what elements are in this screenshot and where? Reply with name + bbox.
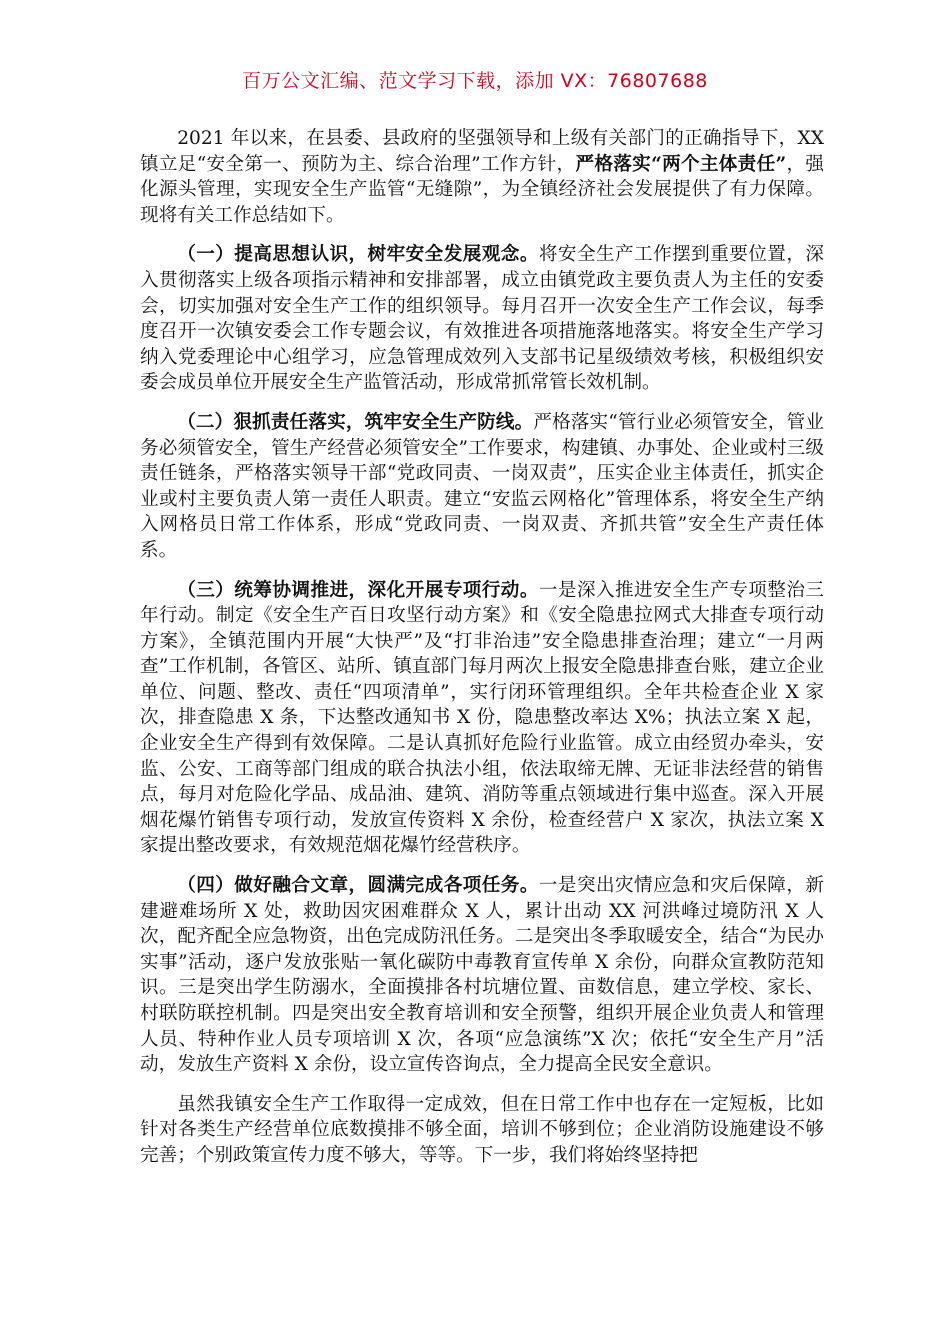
section-heading-4: （四）做好融合文章，圆满完成各项任务。 <box>177 875 539 897</box>
intro-emphasis: 严格落实“两个主体责任” <box>575 153 787 175</box>
document-body <box>140 126 824 1169</box>
section-paragraph-1 <box>140 242 824 396</box>
section-heading-1: （一）提高思想认识，树牢安全发展观念。 <box>177 244 539 266</box>
section-heading-2: （二）狠抓责任落实，筑牢安全生产防线。 <box>177 411 534 433</box>
section-body-1: 将安全生产工作摆到重要位置，深入贯彻落实上级各项指示精神和安排部署，成立由镇党政主要负责人为主任的安委会，切实加强对安全生产工作的组织领导。每月召开一次安全生产工作会议，每季度召开一次镇安委会工作专题会议，有效推进各项措施落地落实。将安全生产学习纳入党委理论中心组学习，应急管理成效列入支部书记星级绩效考核，积极组织安委会成员单位开展安全生产监管活动，形成常抓常管长效机制。 <box>140 244 824 394</box>
section-body-3: 一是深入推进安全生产专项整治三年行动。制定《安全生产百日攻坚行动方案》和《安全隐患拉网式大排查专项行动方案》，全镇范围内开展“大快严”及“打非治违”安全隐患排查治理；建立“一月两查”工作机制，各管区、站所、镇直部门每月两次上报安全隐患排查台账，建立企业单位、问题、整改、责任“四项清单”，实行闭环管理组织。全年共检查企业 X 家次，排查隐患 X 条，下达整改通知书 X 份，隐患整改率达 X%；执法立案 X 起，企业安全生产得到有效保障。二是认真抓好危险行业监管。成立由经贸办牵头，安监、公安、工商等部门组成的联合执法小组，依法取缔无牌、无证非法经营的销售点，每月对危险化学品、成品油、建筑、消防等重点领域进行集中巡查。深入开展烟花爆竹销售专项行动，发放宣传资料 X 余份，检查经营户 X 家次，执法立案 X 家提出整改要求，有效规范烟花爆竹经营秩序。 <box>140 579 824 857</box>
intro-paragraph <box>140 126 824 228</box>
intro-text-after: ，强化源头管理，实现安全生产监管“无缝隙”，为全镇经济社会发展提供了有力保障。现将有关工作总结如下。 <box>140 153 824 226</box>
intro-text-before: 2021 年以来，在县委、县政府的坚强领导和上级有关部门的正确指导下，XX 镇立足“安全第一、预防为主、综合治理”工作方针， <box>140 128 824 175</box>
section-heading-3: （三）统筹协调推进，深化开展专项行动。 <box>177 579 539 601</box>
download-banner: 百万公文汇编、范文学习下载，添加 VX：76807688 <box>242 70 708 92</box>
section-body-2: 严格落实“管行业必须管安全，管业务必须管安全，管生产经营必须管安全”工作要求，构建镇、办事处、企业或村三级责任链条，严格落实领导干部“党政同责、一岗双责”，压实企业主体责任，抓实企业或村主要负责人第一责任人职责。建立“安监云网格化”管理体系，将安全生产纳入网格员日常工作体系，形成“党政同责、一岗双责、齐抓共管”安全生产责任体系。 <box>140 411 824 561</box>
section-paragraph-3 <box>140 578 824 860</box>
closing-paragraph: 虽然我镇安全生产工作取得一定成效，但在日常工作中也存在一定短板，比如针对各类生产经营单位底数摸排不够全面，培训不够到位；企业消防设施建设不够完善；个别政策宣传力度不够大，等等。下一步，我们将始终坚持把 <box>140 1093 824 1166</box>
section-body-4: 一是突出灾情应急和灾后保障，新建避难场所 X 处，救助因灾困难群众 X 人，累计出动 XX 河洪峰过境防汛 X 人次，配齐配全应急物资，出色完成防汛任务。二是突出冬季取暖安全，结合“为民办实事”活动，逐户发放张贴一氧化碳防中毒教育宣传单 X 余份，向群众宣教防范知识。三是突出学生防溺水，全面摸排各村坑塘位置、亩数信息，建立学校、家长、村联防联控机制。四是突出安全教育培训和安全预警，组织开展企业负责人和管理人员、特种作业人员专项培训 X 次，各项“应急演练”X 次；依托“安全生产月”活动，发放生产资料 X 余份，设立宣传咨询点，全力提高全民安全意识。 <box>140 875 824 1076</box>
section-paragraph-2 <box>140 410 824 564</box>
section-paragraph-4 <box>140 873 824 1078</box>
